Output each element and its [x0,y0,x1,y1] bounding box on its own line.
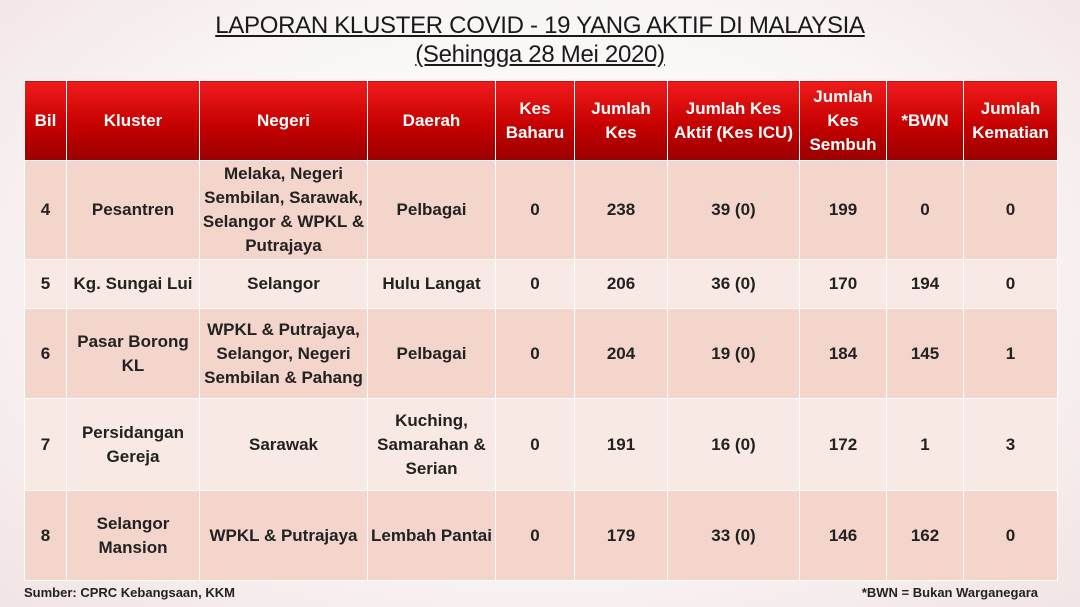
header-kes-sembuh: Jumlah Kes Sembuh [800,81,887,161]
header-daerah: Daerah [368,81,496,161]
cell-bil: 7 [25,399,67,491]
cell-kluster: Selangor Mansion [67,491,200,581]
cell-kes-baharu: 0 [496,399,575,491]
report-title: LAPORAN KLUSTER COVID - 19 YANG AKTIF DI MALAYSIA [215,12,865,39]
cell-daerah: Pelbagai [368,161,496,260]
header-negeri: Negeri [200,81,368,161]
table-row [25,161,1058,260]
cell-kes-sembuh: 199 [800,161,887,260]
header-kematian: Jumlah Kematian [964,81,1058,161]
header-kluster: Kluster [67,81,200,161]
cell-daerah: Kuching, Samarahan & Serian [368,399,496,491]
cell-negeri: Melaka, Negeri Sembilan, Sarawak, Selangor & WPKL & Putrajaya [200,161,368,260]
header-jumlah-kes: Jumlah Kes [575,81,668,161]
cell-kes-baharu: 0 [496,260,575,309]
cell-jumlah-kes: 238 [575,161,668,260]
cell-jumlah-kes: 179 [575,491,668,581]
report-subtitle: (Sehingga 28 Mei 2020) [415,41,665,68]
bwn-note: *BWN = Bukan Warganegara [861,585,1038,600]
cell-negeri: Selangor [200,260,368,309]
cell-bil: 4 [25,161,67,260]
header-kes-aktif: Jumlah Kes Aktif (Kes ICU) [668,81,800,161]
cell-kluster: Kg. Sungai Lui [67,260,200,309]
table-header-row [25,81,1058,161]
cell-jumlah-kes: 204 [575,309,668,399]
cell-bil: 6 [25,309,67,399]
cell-kes-baharu: 0 [496,161,575,260]
cell-kes-sembuh: 170 [800,260,887,309]
table-row [25,491,1058,581]
cell-kes-aktif: 16 (0) [668,399,800,491]
cell-kluster: Pasar Borong KL [67,309,200,399]
cell-daerah: Hulu Langat [368,260,496,309]
table-row [25,260,1058,309]
cell-kluster: Pesantren [67,161,200,260]
cell-jumlah-kes: 206 [575,260,668,309]
cell-kes-baharu: 0 [496,491,575,581]
header-bil: Bil [25,81,67,161]
cell-kematian: 0 [964,161,1058,260]
cell-negeri: WPKL & Putrajaya [200,491,368,581]
cell-kematian: 1 [964,309,1058,399]
cell-kematian: 0 [964,260,1058,309]
cell-bil: 8 [25,491,67,581]
cluster-table [24,80,1058,581]
cell-bwn: 1 [887,399,964,491]
cell-daerah: Pelbagai [368,309,496,399]
header-bwn: *BWN [887,81,964,161]
cell-kematian: 3 [964,399,1058,491]
cell-negeri: Sarawak [200,399,368,491]
cell-kes-sembuh: 184 [800,309,887,399]
cell-bwn: 0 [887,161,964,260]
cell-kes-aktif: 33 (0) [668,491,800,581]
cell-negeri: WPKL & Putrajaya, Selangor, Negeri Sembilan & Pahang [200,309,368,399]
cell-jumlah-kes: 191 [575,399,668,491]
cell-kes-aktif: 39 (0) [668,161,800,260]
cell-bil: 5 [25,260,67,309]
table-row [25,399,1058,491]
cell-kes-sembuh: 172 [800,399,887,491]
cell-bwn: 162 [887,491,964,581]
source-note: Sumber: CPRC Kebangsaan, KKM [24,585,235,600]
cell-kes-sembuh: 146 [800,491,887,581]
cell-bwn: 194 [887,260,964,309]
table-row [25,309,1058,399]
cell-daerah: Lembah Pantai [368,491,496,581]
cell-kes-aktif: 36 (0) [668,260,800,309]
cell-kluster: Persidangan Gereja [67,399,200,491]
cell-bwn: 145 [887,309,964,399]
header-kes-baharu: Kes Baharu [496,81,575,161]
cell-kes-aktif: 19 (0) [668,309,800,399]
cell-kematian: 0 [964,491,1058,581]
cell-kes-baharu: 0 [496,309,575,399]
